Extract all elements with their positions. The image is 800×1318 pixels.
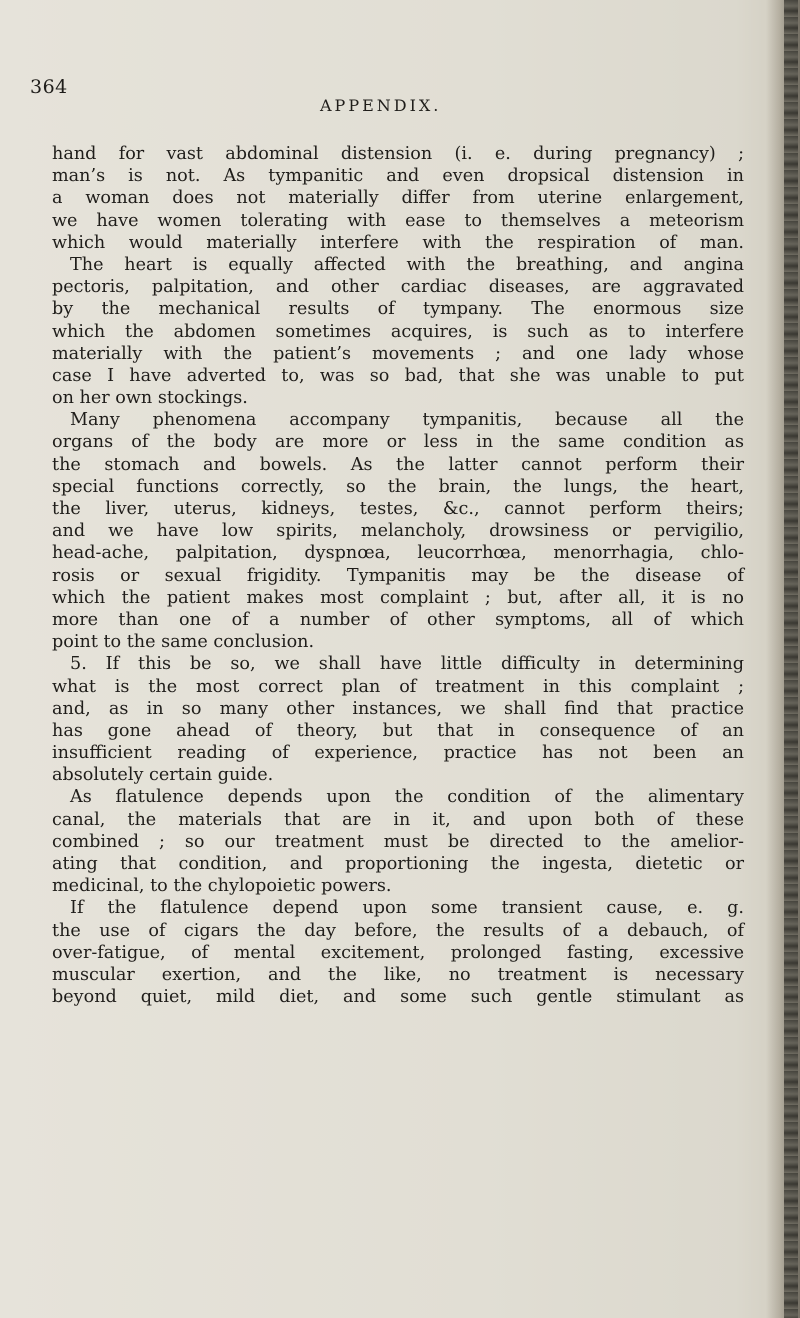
text-line: case I have adverted to, was so bad, that she was unable to put	[52, 365, 744, 386]
text-line: Many phenomena accompany tympanitis, because all the	[70, 410, 744, 431]
text-line: point to the same conclusion.	[52, 632, 315, 653]
text-line: ating that condition, and proportioning the ingesta, dietetic or	[52, 854, 744, 874]
text-line: organs of the body are more or less in the same condition as	[52, 432, 744, 453]
text-line: The heart is equally affected with the breathing, and angina	[70, 254, 744, 275]
text-line: and we have low spirits, melancholy, drowsiness or pervigilio,	[52, 521, 744, 542]
text-line: hand for vast abdominal distension (i. e. during pregnancy) ;	[52, 144, 744, 164]
body-text	[52, 143, 744, 1008]
text-line: the use of cigars the day before, the results of a debauch, of	[52, 920, 744, 941]
text-line: If the flatulence depend upon some transient cause, e. g.	[70, 898, 744, 919]
text-line: pectoris, palpitation, and other cardiac diseases, are aggravated	[52, 277, 744, 298]
text-line: man’s is not. As tympanitic and even dropsical distension in	[52, 166, 744, 187]
text-line: on her own stockings.	[52, 388, 248, 409]
running-head: APPENDIX.	[320, 96, 442, 115]
text-line: combined ; so our treatment must be directed to the amelior-	[52, 831, 744, 852]
text-line: which would materially interfere with the respiration of man.	[52, 232, 744, 253]
text-line: which the patient makes most complaint ; but, after all, it is no	[52, 587, 744, 608]
text-line: head-ache, palpitation, dyspnœa, leucorrhœa, menorrhagia, chlo-	[52, 543, 744, 564]
text-line: by the mechanical results of tympany. The enormous size	[52, 299, 744, 320]
text-line: more than one of a number of other symptoms, all of which	[52, 609, 744, 630]
text-line: beyond quiet, mild diet, and some such gentle stimulant as	[52, 987, 744, 1008]
text-line: muscular exertion, and the like, no treatment is necessary	[52, 964, 744, 985]
text-line: absolutely certain guide.	[52, 765, 274, 786]
text-line: what is the most correct plan of treatment in this complaint ;	[52, 676, 744, 697]
text-line: which the abdomen sometimes acquires, is such as to interfere	[52, 321, 744, 342]
text-line: the stomach and bowels. As the latter cannot perform their	[52, 454, 744, 475]
binding-edge	[784, 0, 798, 1318]
text-line: canal, the materials that are in it, and upon both of these	[52, 809, 744, 830]
text-line: and, as in so many other instances, we shall find that practice	[52, 698, 744, 719]
page-number: 364	[30, 76, 68, 98]
text-line: has gone ahead of theory, but that in consequence of an	[52, 720, 744, 741]
text-line: the liver, uterus, kidneys, testes, &c., cannot perform theirs;	[52, 499, 744, 519]
text-line: medicinal, to the chylopoietic powers.	[52, 876, 392, 897]
text-line: a woman does not materially differ from uterine enlargement,	[52, 188, 744, 209]
text-line: As flatulence depends upon the condition of the alimentary	[70, 787, 744, 808]
text-line: special functions correctly, so the brain, the lungs, the heart,	[52, 476, 744, 497]
text-line: insufficient reading of experience, practice has not been an	[52, 743, 744, 764]
text-line: rosis or sexual frigidity. Tympanitis may be the disease of	[52, 565, 744, 586]
text-line: over-fatigue, of mental excitement, prolonged fasting, excessive	[52, 942, 744, 963]
text-line: materially with the patient’s movements ; and one lady whose	[52, 343, 744, 364]
text-line: 5. If this be so, we shall have little difficulty in determining	[70, 654, 744, 675]
text-line: we have women tolerating with ease to themselves a meteorism	[52, 210, 744, 231]
